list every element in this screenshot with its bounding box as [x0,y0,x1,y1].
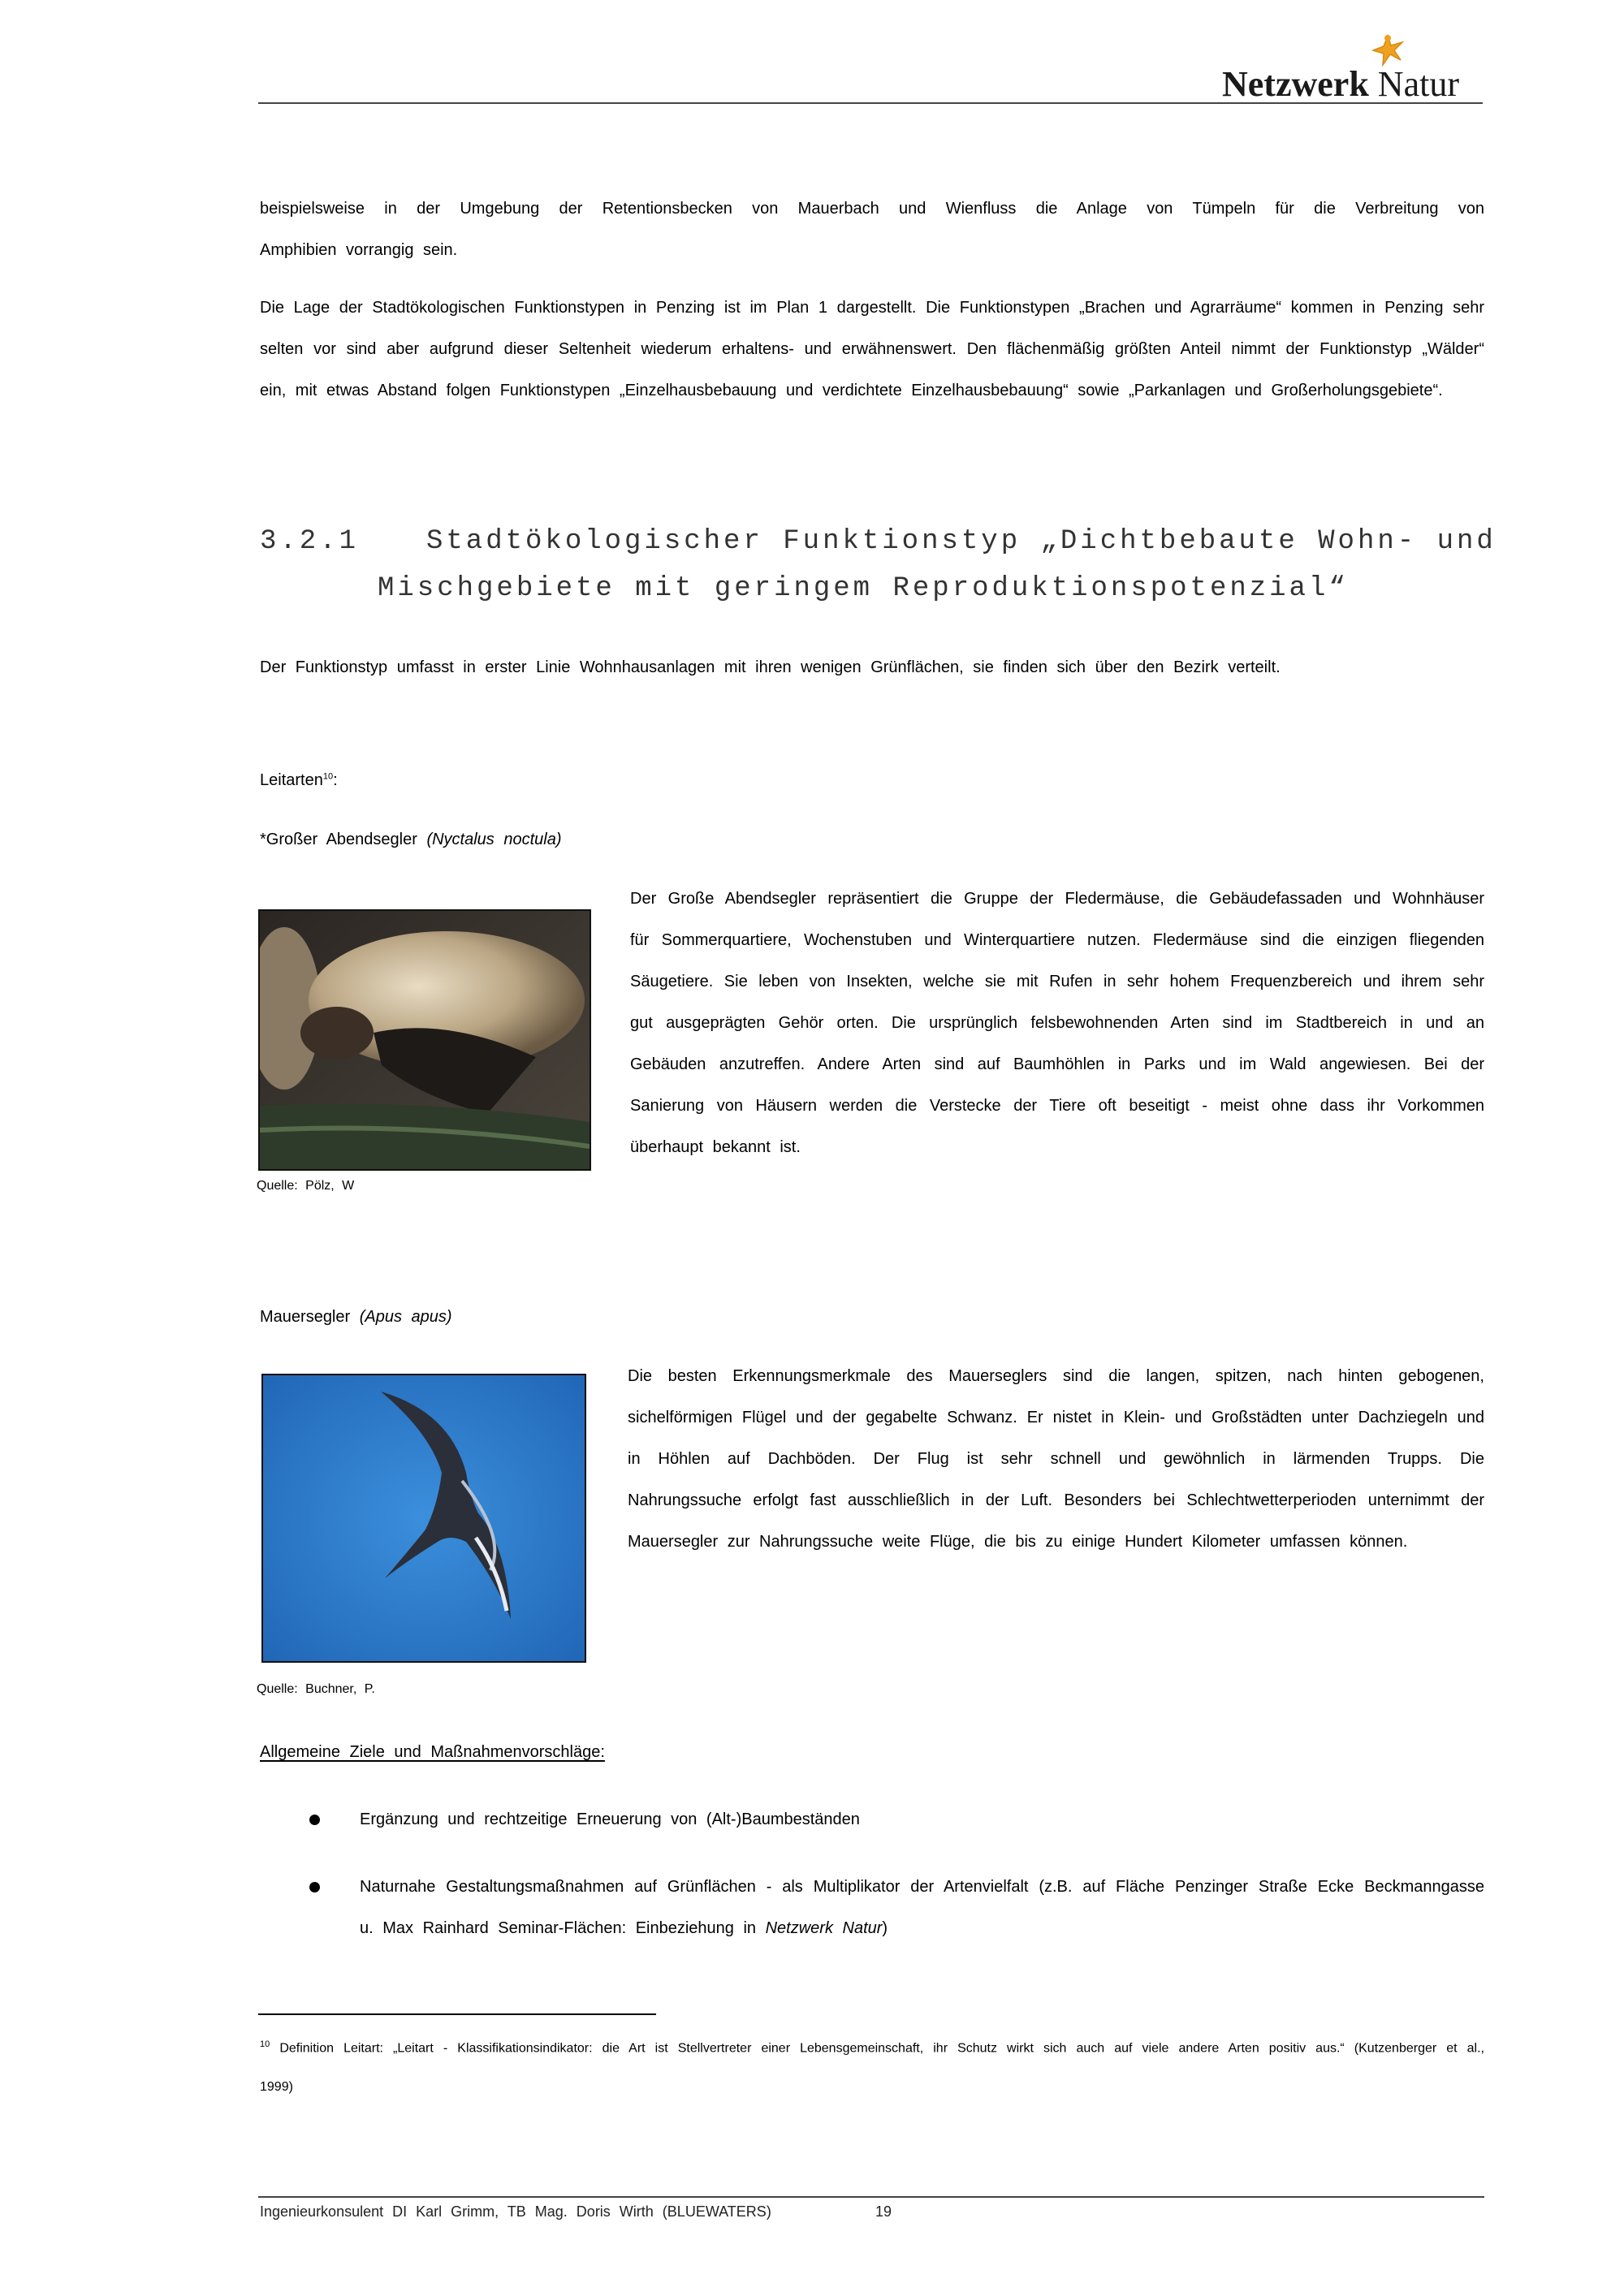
section-title-line1: Stadtökologischer Funktionstyp „Dichtbebaute Wohn- und [426,526,1497,557]
species-2-heading [260,1308,452,1327]
species-2-latin: (Apus apus) [359,1308,452,1326]
logo-word-natur: Natur [1377,64,1459,104]
intro-paragraph-1-line2: Amphibien vorrangig sein. [260,241,458,259]
goal-item-2: Naturnahe Gestaltungsmaßnahmen auf Grünflächen - als Multiplikator der Artenvielfalt (z.B. auf Fläche Penzinger Straße Ecke Beckmanngasse u. Max Rainhard Seminar-Flächen: Einbeziehung in Netzwerk Natur) [360,1878,1484,1937]
swift-photo-image [263,1375,585,1661]
species-2-name: Mauersegler [260,1308,351,1326]
header-rule [258,102,1483,104]
leitarten-label: Leitarten$^{10}$: [260,771,338,789]
footnote-number: 10 [260,2039,270,2049]
bullet-2 [309,1882,320,1892]
swift-photo [261,1374,586,1663]
species-2-source: Quelle: Buchner, P. [257,1682,375,1696]
species-1-source: Quelle: Pölz, W [257,1179,355,1193]
footnote-text: Definition Leitart: „Leitart - Klassifikationsindikator: die Art ist Stellvertreter einer Lebensgemeinschaft, ihr Schutz wirkt sich auch auf viele andere Arten positiv aus.“ (Kutzenberger et al., 1999) [260,2041,1484,2095]
intro-paragraph-2: Die Lage der Stadtökologischen Funktionstypen in Penzing ist im Plan 1 dargestellt. Die Funktionstypen „Brachen und Agrarräume“ kommen in Penzing sehr selten vor sind aber aufgrund dieser Seltenheit wiederum erhaltens- und erwähnenswert. Den flächenmäßig größten Anteil nimmt der Funktionstyp „Wälder“ ein, mit etwas Abstand folgen Funktionstypen „Einzelhausbebauung und verdichtete Einzelhausbebauung“ sowie „Parkanlagen und Großerholungsgebiete“. [260,299,1484,399]
species-1-name: *Großer Abendsegler [260,831,417,848]
species-1-heading [260,831,562,849]
section-title-line2: Mischgebiete mit geringem Reproduktionspotenzial“ [378,573,1349,604]
header-logo [1222,31,1482,104]
goal-item-2-italic: Netzwerk Natur [765,1919,883,1937]
goals-title: Allgemeine Ziele und Maßnahmenvorschläge: [260,1743,605,1761]
page-number: 19 [875,2203,892,2220]
section-intro: Der Funktionstyp umfasst in erster Linie Wohnhausanlagen mit ihren wenigen Grünflächen, sie finden sich über den Bezirk verteilt. [260,658,1281,676]
footnote-ref: 10 [322,771,334,782]
bat-photo [258,909,591,1171]
footer-text: Ingenieurkonsulent DI Karl Grimm, TB Mag. Doris Wirth (BLUEWATERS) [260,2203,771,2220]
intro-paragraph-1-line1: beispielsweise in der Umgebung der Retentionsbecken von Mauerbach und Wienfluss die Anlage von Tümpeln für die Verbreitung von [260,200,1484,218]
species-2-text: Die besten Erkennungsmerkmale des Mauerseglers sind die langen, spitzen, nach hinten gebogenen, sichelförmigen Flügel und der gegabelte Schwanz. Er nistet in Klein- und Großstädten unter Dachziegeln und in Höhlen auf Dachböden. Der Flug ist sehr schnell und gewöhnlich in lärmenden Trupps. Die Nahrungssuche erfolgt fast ausschließlich in der Luft. Besonders bei Schlechtwetterperioden unternimmt der Mauersegler zur Nahrungssuche weite Flüge, die bis zu einige Hundert Kilometer umfassen können. [628,1367,1484,1551]
bullet-1 [309,1815,320,1825]
goal-item-1: Ergänzung und rechtzeitige Erneuerung von (Alt-)Baumbeständen [360,1810,860,1828]
footnote-rule [258,2013,656,2015]
section-number: 3.2.1 [260,526,360,557]
species-1-latin: (Nyctalus noctula) [426,831,562,848]
footer-rule [258,2196,1484,2198]
logo-word-netzwerk: Netzwerk [1222,64,1369,104]
bat-photo-image [260,911,590,1169]
species-1-text: Der Große Abendsegler repräsentiert die Gruppe der Fledermäuse, die Gebäudefassaden und Wohnhäuser für Sommerquartiere, Wochenstuben und Winterquartiere nutzen. Fledermäuse sind die einzigen fliegenden Säugetiere. Sie leben von Insekten, welche sie mit Rufen in sehr hohem Frequenzbereich und ihrem sehr gut ausgeprägten Gehör orten. Die ursprünglich felsbewohnenden Arten sind im Stadtbereich in und an Gebäuden anzutreffen. Andere Arten sind auf Baumhöhlen in Parks und im Wald angewiesen. Bei der Sanierung von Häusern werden die Verstecke der Tiere oft beseitigt - meist ohne dass ihr Vorkommen überhaupt bekannt ist. [630,890,1484,1156]
footnote [260,2025,1484,2107]
